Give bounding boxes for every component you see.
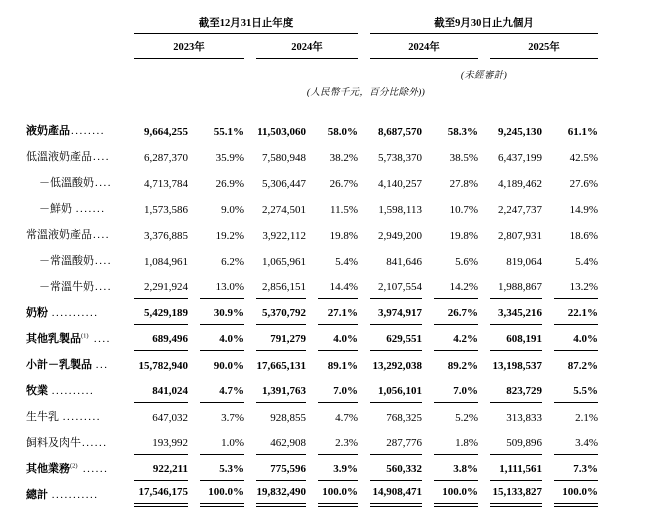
footnote-ref: (2) <box>70 462 78 470</box>
amount-cell: 2,274,501 <box>262 204 306 216</box>
percentage-cell: 5.3% <box>200 455 244 481</box>
row-label: 低溫液奶產品 <box>26 151 92 163</box>
table-row <box>26 221 598 247</box>
dot-leader: ........... <box>51 307 99 319</box>
percentage-cell: 4.0% <box>318 325 358 351</box>
table-row <box>26 325 598 351</box>
amount-cell: 819,064 <box>506 256 542 268</box>
header-spacer <box>26 59 122 81</box>
percentage-cell: 90.0% <box>213 360 244 372</box>
table-row <box>26 377 598 403</box>
amount-cell: 4,140,257 <box>378 178 422 190</box>
row-label: 生牛乳 <box>26 411 62 423</box>
percentage-cell: 2.1% <box>575 412 598 424</box>
percentage-cell: 26.7% <box>329 178 358 190</box>
row-label: 其他乳製品 <box>26 333 81 345</box>
percentage-cell: 5.2% <box>455 412 478 424</box>
percentage-cell: 5.4% <box>575 256 598 268</box>
dot-leader: ...... <box>82 437 108 449</box>
percentage-cell: 4.7% <box>335 412 358 424</box>
row-label-cell <box>26 273 122 299</box>
amount-cell: 15,782,940 <box>138 360 188 372</box>
amount-cell: 5,429,189 <box>134 299 188 325</box>
currency-unit-note: (人民幣千元，百分比除外)) <box>306 88 426 98</box>
amount-cell: 5,738,370 <box>378 152 422 164</box>
row-label-cell <box>26 117 122 143</box>
dot-leader: .... <box>95 281 112 293</box>
percentage-cell: 2.3% <box>318 429 358 455</box>
year-col-2024-9m: 2024年 <box>370 34 478 59</box>
dot-leader: .......... <box>51 385 95 397</box>
dot-leader: .... <box>95 255 112 267</box>
header-spacer <box>26 34 122 59</box>
row-label: －鮮奶 <box>39 203 75 215</box>
percentage-cell: 4.7% <box>200 377 244 403</box>
percentage-cell: 3.9% <box>318 455 358 481</box>
header-spacer <box>26 81 122 117</box>
amount-cell: 3,974,917 <box>370 299 422 325</box>
percentage-cell: 61.1% <box>567 126 598 138</box>
row-label-cell <box>26 377 122 403</box>
amount-cell: 608,191 <box>490 325 542 351</box>
amount-cell: 17,665,131 <box>256 360 306 372</box>
row-label: 總計 <box>26 489 51 501</box>
percentage-cell: 38.2% <box>329 152 358 164</box>
dot-leader: ........ <box>71 125 105 137</box>
table-row <box>26 169 598 195</box>
amount-cell: 13,198,537 <box>492 360 542 372</box>
row-label: 飼料及肉牛 <box>26 437 81 449</box>
percentage-cell: 13.2% <box>554 273 598 299</box>
amount-cell: 768,325 <box>386 412 422 424</box>
percentage-cell: 27.8% <box>449 178 478 190</box>
amount-cell: 841,646 <box>386 256 422 268</box>
table-row <box>26 299 598 325</box>
amount-cell: 2,856,151 <box>256 273 306 299</box>
year-col-2025-9m: 2025年 <box>490 34 598 59</box>
percentage-cell: 35.9% <box>215 152 244 164</box>
percentage-cell: 30.9% <box>200 299 244 325</box>
amount-cell: 7,580,948 <box>262 152 306 164</box>
amount-cell: 1,988,867 <box>490 273 542 299</box>
percentage-cell: 14.4% <box>318 273 358 299</box>
table-row <box>26 351 598 377</box>
amount-cell: 3,376,885 <box>144 230 188 242</box>
percentage-cell: 55.1% <box>213 126 244 138</box>
dot-leader: .... <box>95 177 112 189</box>
percentage-cell: 18.6% <box>569 230 598 242</box>
amount-cell: 287,776 <box>370 429 422 455</box>
amount-cell: 1,084,961 <box>144 256 188 268</box>
dot-leader: ... <box>95 359 109 371</box>
table-row <box>26 481 598 507</box>
row-label-cell <box>26 403 122 429</box>
amount-cell: 6,287,370 <box>144 152 188 164</box>
row-label-cell <box>26 247 122 273</box>
table-row <box>26 429 598 455</box>
amount-cell: 6,437,199 <box>498 152 542 164</box>
amount-cell: 1,573,586 <box>144 204 188 216</box>
amount-cell: 3,345,216 <box>490 299 542 325</box>
amount-cell: 775,596 <box>256 455 306 481</box>
row-label-cell <box>26 299 122 325</box>
percentage-cell: 19.8% <box>329 230 358 242</box>
percentage-cell: 10.7% <box>449 204 478 216</box>
percentage-cell: 19.2% <box>215 230 244 242</box>
amount-cell: 2,949,200 <box>378 230 422 242</box>
year-col-2024: 2024年 <box>256 34 358 59</box>
row-label: 小計－乳製品 <box>26 359 95 371</box>
row-label: 牧業 <box>26 385 51 397</box>
year-col-2023: 2023年 <box>134 34 244 59</box>
row-label-cell <box>26 221 122 247</box>
unaudited-note-row <box>26 59 598 81</box>
percentage-cell: 89.2% <box>447 360 478 372</box>
table-row <box>26 117 598 143</box>
percentage-cell: 58.0% <box>327 126 358 138</box>
amount-cell: 647,032 <box>152 412 188 424</box>
amount-cell: 2,291,924 <box>134 273 188 299</box>
period-group-year-ended: 截至12月31日止年度 <box>134 12 358 34</box>
row-label-cell <box>26 325 122 351</box>
percentage-cell: 19.8% <box>449 230 478 242</box>
amount-cell: 2,247,737 <box>498 204 542 216</box>
amount-cell: 17,546,175 <box>134 481 188 507</box>
row-label-cell <box>26 455 122 481</box>
amount-cell: 14,908,471 <box>370 481 422 507</box>
amount-cell: 193,992 <box>134 429 188 455</box>
row-label: －常溫牛奶 <box>39 281 94 293</box>
unit-note-row <box>26 81 598 117</box>
amount-cell: 11,503,060 <box>257 126 306 138</box>
percentage-cell: 27.6% <box>569 178 598 190</box>
table-row <box>26 195 598 221</box>
amount-cell: 19,832,490 <box>256 481 306 507</box>
percentage-cell: 7.3% <box>554 455 598 481</box>
percentage-cell: 14.9% <box>569 204 598 216</box>
percentage-cell: 7.0% <box>434 377 478 403</box>
amount-cell: 462,908 <box>256 429 306 455</box>
percentage-cell: 26.7% <box>434 299 478 325</box>
amount-cell: 2,807,931 <box>498 230 542 242</box>
percentage-cell: 3.8% <box>434 455 478 481</box>
amount-cell: 791,279 <box>256 325 306 351</box>
table-row <box>26 455 598 481</box>
amount-cell: 1,065,961 <box>262 256 306 268</box>
amount-cell: 15,133,827 <box>490 481 542 507</box>
amount-cell: 5,370,792 <box>256 299 306 325</box>
percentage-cell: 5.6% <box>455 256 478 268</box>
percentage-cell: 42.5% <box>569 152 598 164</box>
row-label-cell <box>26 481 122 507</box>
percentage-cell: 7.0% <box>318 377 358 403</box>
amount-cell: 1,598,113 <box>378 204 422 216</box>
percentage-cell: 4.2% <box>434 325 478 351</box>
amount-cell: 560,332 <box>370 455 422 481</box>
unaudited-note: (未經審計) <box>460 71 508 81</box>
percentage-cell: 26.9% <box>215 178 244 190</box>
percentage-cell: 3.4% <box>554 429 598 455</box>
year-header-row <box>26 34 598 59</box>
amount-cell: 8,687,570 <box>378 126 422 138</box>
row-label: 其他業務 <box>26 463 70 475</box>
percentage-cell: 4.0% <box>554 325 598 351</box>
percentage-cell: 100.0% <box>318 481 358 507</box>
amount-cell: 922,211 <box>134 455 188 481</box>
footnote-ref: (1) <box>81 332 89 340</box>
percentage-cell: 3.7% <box>221 412 244 424</box>
amount-cell: 9,664,255 <box>144 126 188 138</box>
row-label-cell <box>26 195 122 221</box>
percentage-cell: 58.3% <box>447 126 478 138</box>
percentage-cell: 14.2% <box>434 273 478 299</box>
percentage-cell: 1.8% <box>434 429 478 455</box>
amount-cell: 689,496 <box>134 325 188 351</box>
row-label-cell <box>26 429 122 455</box>
dot-leader: .... <box>93 229 110 241</box>
percentage-cell: 6.2% <box>221 256 244 268</box>
amount-cell: 1,391,763 <box>256 377 306 403</box>
amount-cell: 3,922,112 <box>262 230 306 242</box>
amount-cell: 9,245,130 <box>498 126 542 138</box>
amount-cell: 313,833 <box>506 412 542 424</box>
table-body <box>26 117 598 507</box>
amount-cell: 509,896 <box>490 429 542 455</box>
percentage-cell: 89.1% <box>327 360 358 372</box>
dot-leader: .... <box>93 151 110 163</box>
amount-cell: 2,107,554 <box>370 273 422 299</box>
amount-cell: 629,551 <box>370 325 422 351</box>
amount-cell: 13,292,038 <box>372 360 422 372</box>
percentage-cell: 13.0% <box>200 273 244 299</box>
percentage-cell: 9.0% <box>221 204 244 216</box>
dot-leader: ....... <box>75 203 106 215</box>
period-group-nine-months: 截至9月30日止九個月 <box>370 12 598 34</box>
table-row <box>26 143 598 169</box>
percentage-cell: 5.5% <box>554 377 598 403</box>
table-row <box>26 247 598 273</box>
dot-leader: ........... <box>51 489 99 501</box>
row-label: －低溫酸奶 <box>39 177 94 189</box>
percentage-cell: 4.0% <box>200 325 244 351</box>
table-row <box>26 273 598 299</box>
percentage-cell: 100.0% <box>554 481 598 507</box>
period-group-header-row <box>26 12 598 34</box>
row-label-cell <box>26 351 122 377</box>
row-label: 常溫液奶產品 <box>26 229 92 241</box>
percentage-cell: 1.0% <box>200 429 244 455</box>
row-label: 液奶產品 <box>26 125 70 137</box>
amount-cell: 4,189,462 <box>498 178 542 190</box>
amount-cell: 823,729 <box>490 377 542 403</box>
percentage-cell: 22.1% <box>554 299 598 325</box>
percentage-cell: 100.0% <box>200 481 244 507</box>
amount-cell: 4,713,784 <box>144 178 188 190</box>
percentage-cell: 5.4% <box>335 256 358 268</box>
percentage-cell: 38.5% <box>449 152 478 164</box>
amount-cell: 1,056,101 <box>370 377 422 403</box>
dot-leader: ...... <box>78 463 109 475</box>
table-row <box>26 403 598 429</box>
row-label: －常溫酸奶 <box>39 255 94 267</box>
row-label-cell <box>26 169 122 195</box>
revenue-breakdown-table <box>14 12 610 507</box>
dot-leader: ......... <box>62 411 101 423</box>
row-label-cell <box>26 143 122 169</box>
header-spacer <box>26 12 122 34</box>
amount-cell: 1,111,561 <box>490 455 542 481</box>
dot-leader: .... <box>89 333 111 345</box>
percentage-cell: 87.2% <box>567 360 598 372</box>
amount-cell: 5,306,447 <box>262 178 306 190</box>
percentage-cell: 11.5% <box>329 204 358 216</box>
amount-cell: 841,024 <box>134 377 188 403</box>
amount-cell: 928,855 <box>270 412 306 424</box>
row-label: 奶粉 <box>26 307 51 319</box>
percentage-cell: 27.1% <box>318 299 358 325</box>
percentage-cell: 100.0% <box>434 481 478 507</box>
